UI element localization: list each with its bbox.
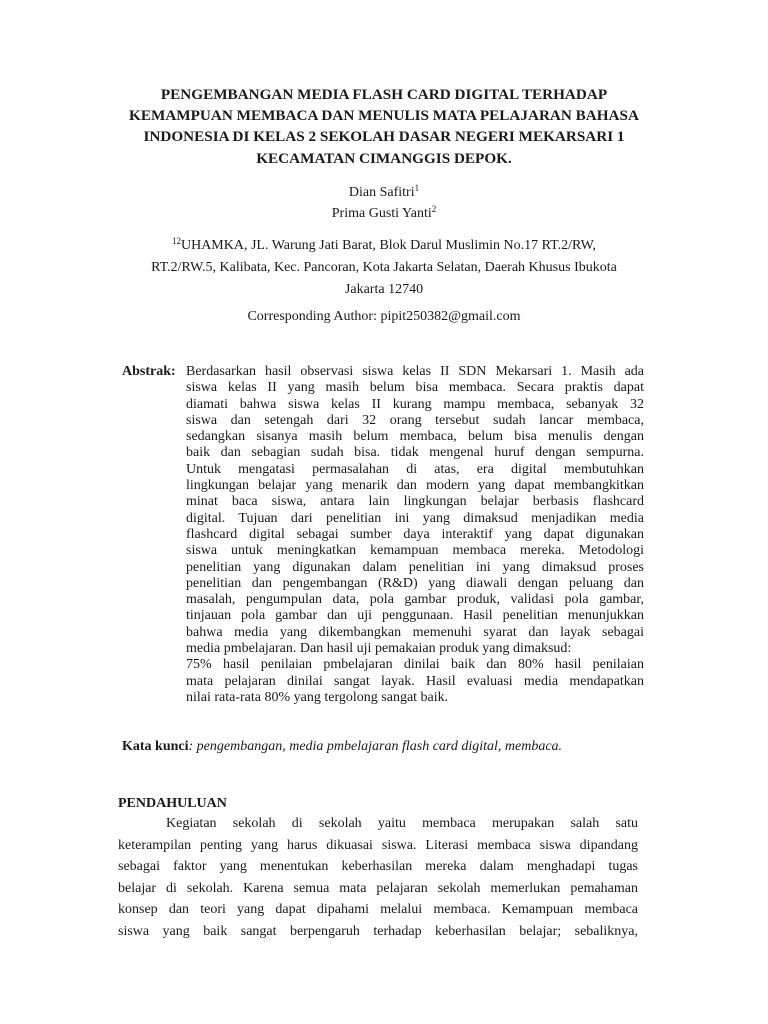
abstract-line: sedangkan sisanya masih belum membaca, belum bisa menulis dengan xyxy=(186,429,644,445)
abstract-line: digital. Tujuan dari penelitian ini yang dimaksud menjadikan media xyxy=(186,510,644,526)
abstract-line: penelitian yang digunakan dalam penelitian ini yang dimaksud proses xyxy=(186,559,644,575)
title-line: KECAMATAN CIMANGGIS DEPOK. xyxy=(256,149,512,167)
intro-line: keterampilan penting yang harus dikuasai siswa. Literasi membaca siswa dipandang xyxy=(118,837,638,853)
author-name: Dian Safitri xyxy=(348,185,415,200)
title-line: KEMAMPUAN MEMBACA DAN MENULIS MATA PELAJARAN BAHASA xyxy=(129,107,639,125)
keywords xyxy=(122,738,562,756)
author-2 xyxy=(0,203,768,224)
paper-title xyxy=(100,84,668,169)
abstract-line: Berdasarkan hasil observasi siswa kelas II SDN Mekarsari 1. Masih ada xyxy=(186,364,644,379)
intro-line: konsep dan teori yang dapat dipahami melalui membaca. Kemampuan membaca xyxy=(118,902,638,917)
abstract-line: minat baca siswa, antara lain lingkungan belajar berbasis flashcard xyxy=(186,494,644,510)
abstract-line: masalah, pengumpulan data, pola gambar produk, validasi pola gambar, xyxy=(186,592,644,608)
abstract-line: siswa kelas II yang masih belum bisa membaca. Secara praktis dapat xyxy=(186,380,644,396)
author-sup: 1 xyxy=(414,183,420,193)
author-sup: 2 xyxy=(431,204,437,214)
abstract-line: diamati bahwa siswa kelas II kurang mampu membaca, sebanyak 32 xyxy=(186,396,644,412)
section-heading: PENDAHULUAN xyxy=(118,796,227,811)
intro-paragraph xyxy=(118,813,638,942)
abstract-line: bahwa media yang dikembangkan memenuhi syarat dan layak sebagai xyxy=(186,624,644,640)
abstract-line: baik dan sebagian sudah bisa. tidak mengenal huruf dengan sempurna. xyxy=(186,445,644,461)
affiliation-line: RT.2/RW.5, Kalibata, Kec. Pancoran, Kota Jakarta Selatan, Daerah Khusus Ibukota xyxy=(151,260,617,275)
author-name: Prima Gusti Yanti xyxy=(331,206,432,221)
abstract-line: 75% hasil penilaian pmbelajaran dinilai baik dan 80% hasil penilaian xyxy=(186,657,644,673)
abstract-line: penelitian dan pengembangan (R&D) yang diawali dengan peluang dan xyxy=(186,575,644,591)
affiliation-text: UHAMKA, JL. Warung Jati Barat, Blok Darul Muslimin No.17 RT.2/RW, xyxy=(180,238,597,253)
abstract-line: lingkungan belajar yang menarik dan modern yang dapat membangkitkan xyxy=(186,478,644,494)
abstract-line: mata pelajaran dinilai sangat layak. Hasil evaluasi media mendapatkan xyxy=(186,673,644,689)
title-line: PENGEMBANGAN MEDIA FLASH CARD DIGITAL TERHADAP xyxy=(160,86,608,103)
abstract-line: siswa untuk meningkatkan kemampuan membaca mereka. Metodologi xyxy=(186,543,644,559)
keywords-label: Kata kunci xyxy=(122,739,189,754)
abstract-line: Untuk mengatasi permasalahan di atas, era digital membutuhkan xyxy=(186,461,644,477)
author-list xyxy=(0,182,768,224)
affiliation-line: Jakarta 12740 xyxy=(344,282,424,297)
corresponding-author: Corresponding Author: pipit250382@gmail.com xyxy=(247,309,521,324)
title-line: INDONESIA DI KELAS 2 SEKOLAH DASAR NEGERI MEKARSARI 1 xyxy=(143,128,625,146)
intro-line: siswa yang baik sangat berpengaruh terhadap keberhasilan belajar; sebaliknya, xyxy=(118,923,638,939)
abstract-line: media pmbelajaran. Dan hasil uji pemakaian produk yang dimaksud: xyxy=(186,641,572,657)
affiliation-sup: 12 xyxy=(171,236,181,246)
intro-line: belajar di sekolah. Karena semua mata pelajaran sekolah memerlukan pemahaman xyxy=(118,880,638,896)
abstract-line: siswa dan setengah dari 32 orang tersebut sudah lancar membaca, xyxy=(186,412,644,428)
author-1 xyxy=(0,182,768,203)
intro-line: Kegiatan sekolah di sekolah yaitu membaca merupakan salah satu xyxy=(166,816,638,831)
abstract-line: flashcard digital sebagai sumber daya interaktif yang dapat digunakan xyxy=(186,526,644,542)
abstract-line: nilai rata-rata 80% yang tergolong sangat baik. xyxy=(186,689,449,705)
abstract-label: Abstrak: xyxy=(122,364,176,379)
affiliation-line xyxy=(100,235,668,257)
abstract-body xyxy=(186,364,644,706)
intro-line: sebagai faktor yang menentukan keberhasilan mereka dalam menghadapi tugas xyxy=(118,859,638,874)
abstract-line: tinjauan pola gambar dan uji penggunaan. Hasil penelitian menunjukkan xyxy=(186,608,644,624)
keywords-value: : pengembangan, media pmbelajaran flash card digital, membaca. xyxy=(188,739,563,754)
affiliation xyxy=(100,235,668,301)
